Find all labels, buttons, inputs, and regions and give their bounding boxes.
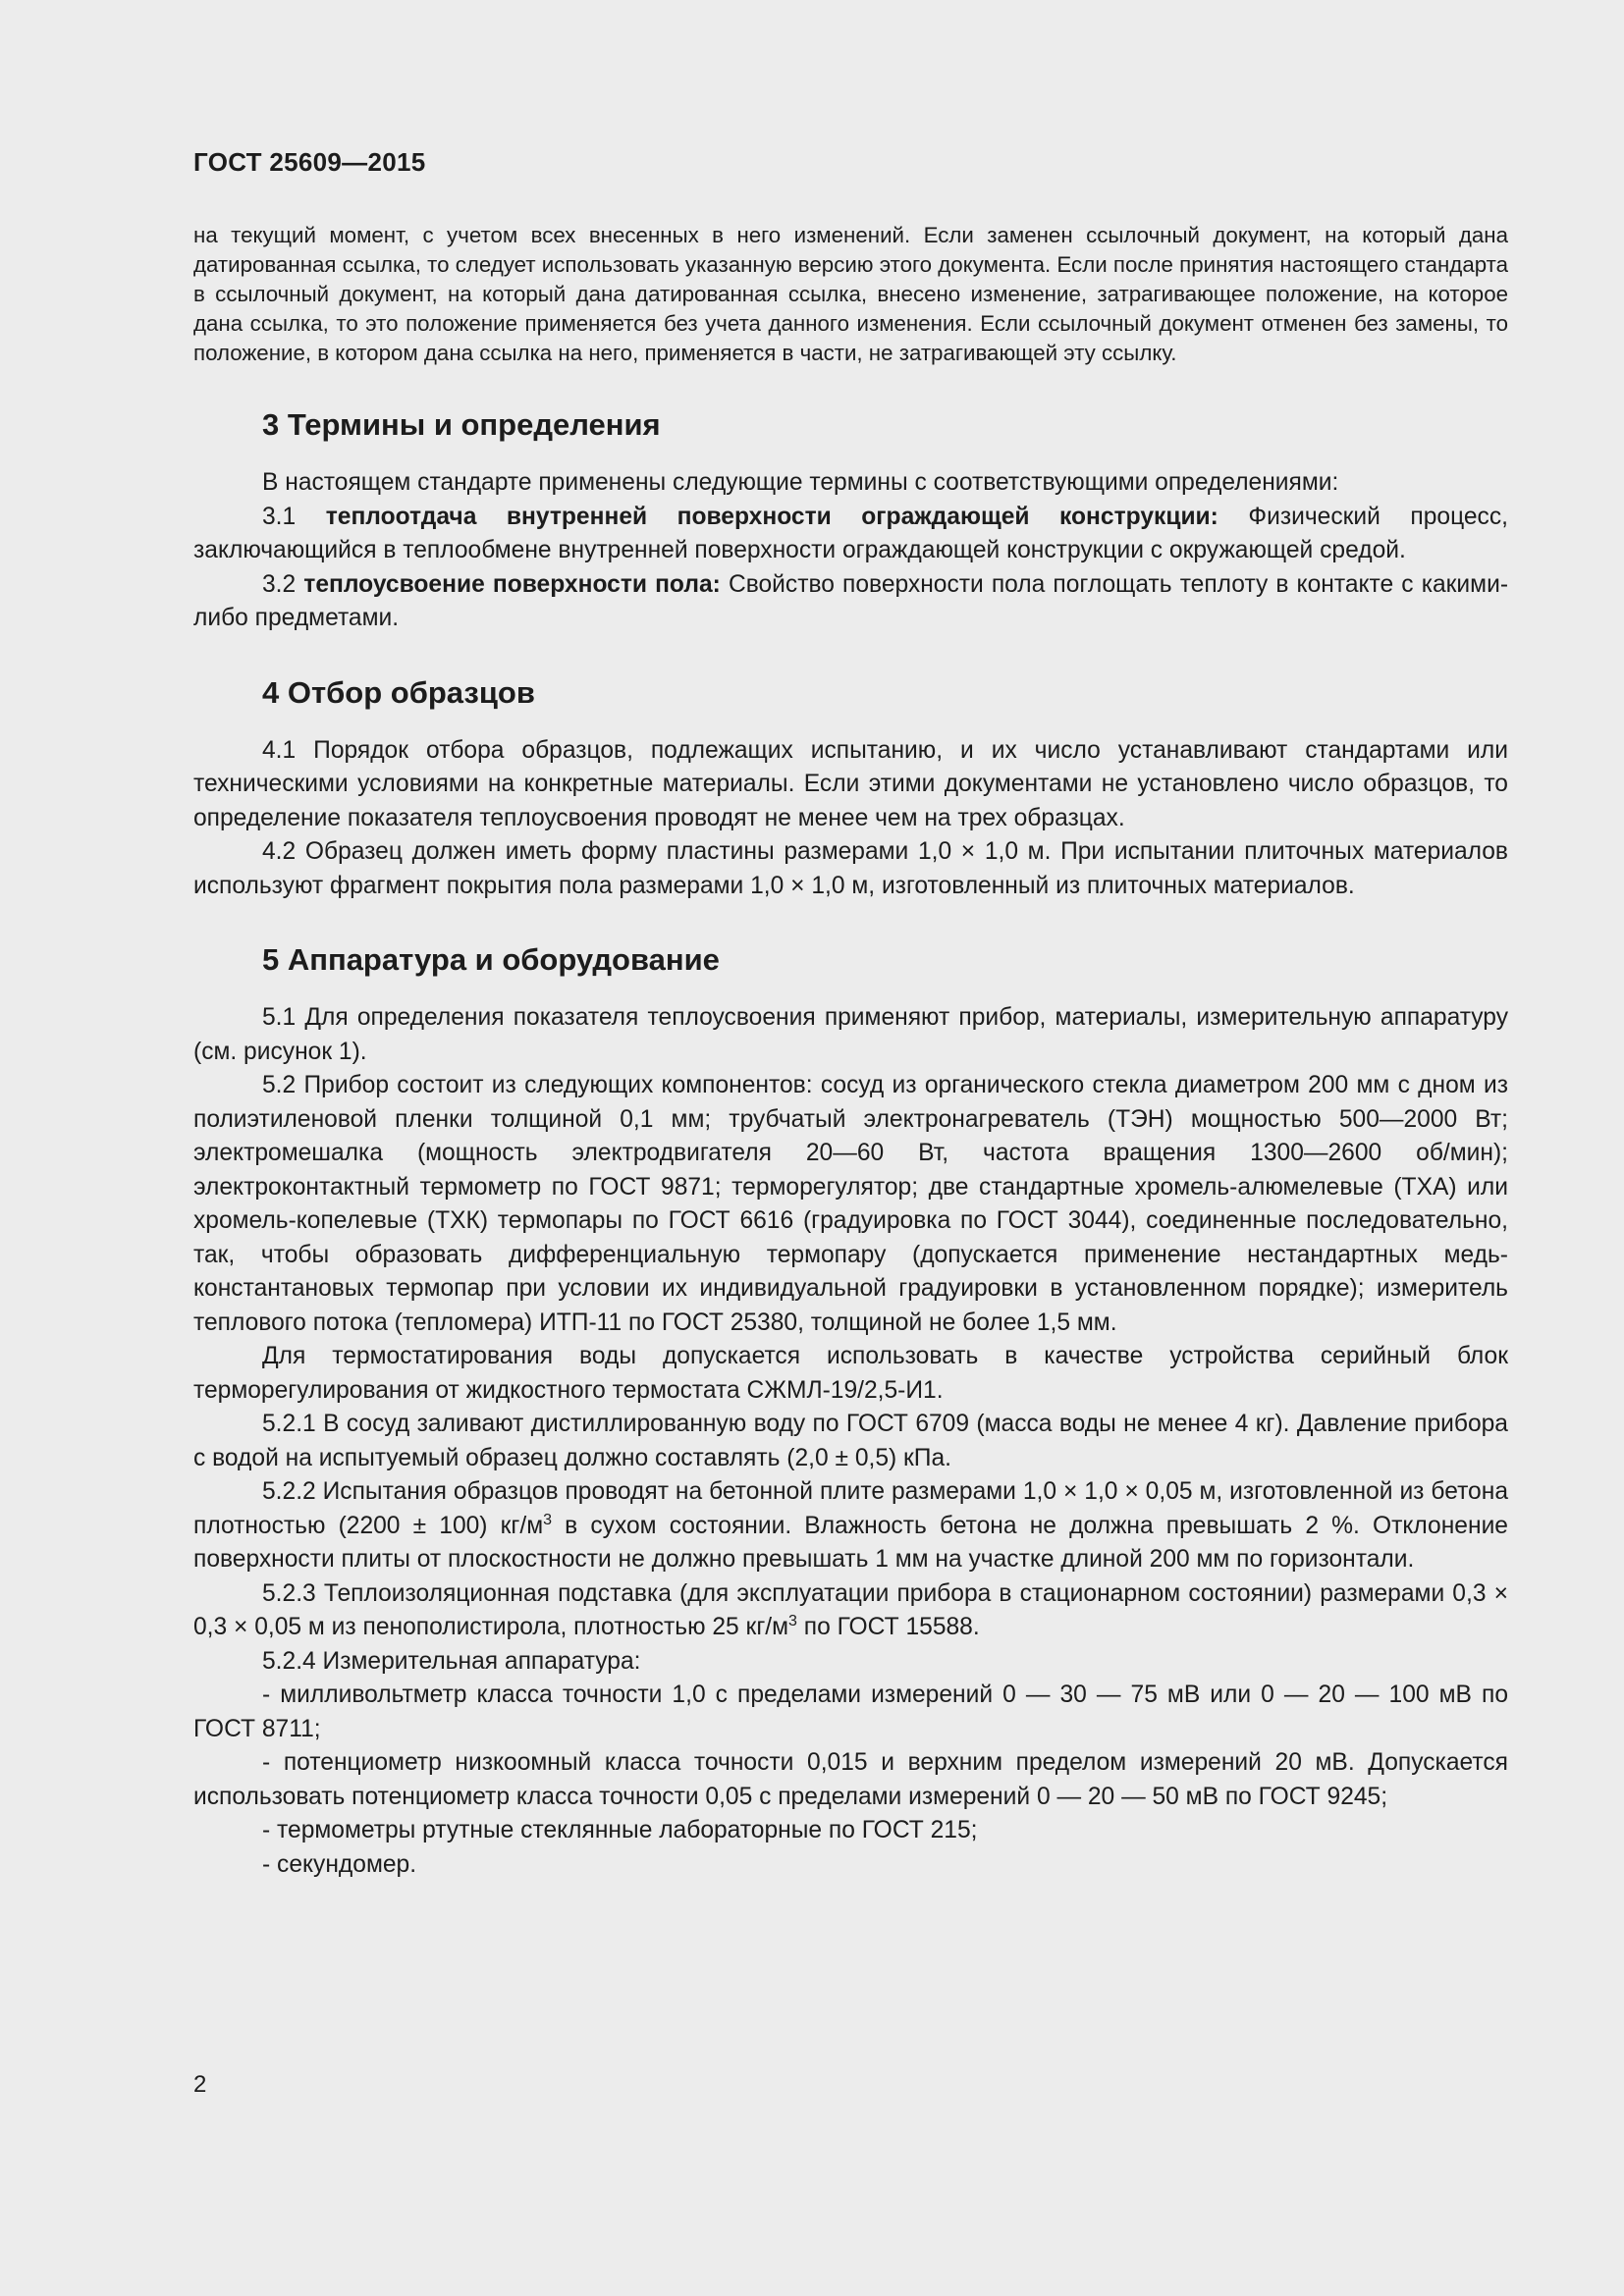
- clause-5-2-3: [193, 1577, 1508, 1645]
- section-3-lead: В настоящем стандарте применены следующие термины с соответствующими определениями:: [262, 469, 1339, 496]
- clause-4-1: 4.1 Порядок отбора образцов, подлежащих испытанию, и их число устанавливают стандартами или техническими условиями на конкретные материалы. Если этими документами не установлено число образцов, то определение показателя теплоусвоения проводят не менее чем на трех образцах.: [193, 736, 1508, 831]
- list-item: - термометры ртутные стеклянные лабораторные по ГОСТ 215;: [262, 1817, 978, 1843]
- clause-5-2-2-text: 5.2.2 Испытания образцов проводят на бетонной плите размерами 1,0 × 1,0 × 0,05 м, изготовленной из бетона плотностью (2200 ± 100) кг/м: [193, 1478, 1508, 1539]
- document-code: ГОСТ 25609—2015: [193, 147, 426, 177]
- page-content: [193, 147, 1508, 1882]
- term-3-2-definition: Свойство поверхности пола поглощать теплоту в контакте с какими-либо предметами.: [193, 570, 1509, 631]
- term-3-2-number: 3.2: [262, 570, 304, 598]
- clause-5-2-4: 5.2.4 Измерительная аппаратура:: [262, 1647, 641, 1675]
- term-3-2-name: теплоусвоение поверхности пола:: [303, 570, 721, 598]
- superscript: 3: [788, 1612, 797, 1629]
- term-3-1-number: 3.1: [262, 503, 326, 530]
- clause-5-2: 5.2 Прибор состоит из следующих компонентов: сосуд из органического стекла диаметром 200 мм с дном из полиэтиленовой пленки толщиной 0,1 мм; трубчатый электронагреватель (ТЭН) мощностью 500—2000 Вт; электромешалка (мощность электродвигателя 20—60 Вт, частота вращения 1300—2600 об/мин); электроконтактный термометр по ГОСТ 9871; терморегулятор; две стандартные хромель-алюмелевые (ТХА) или хромель-копелевые (ТХК) термопары по ГОСТ 6616 (градуировка по ГОСТ 3044), соединенные последовательно, так, чтобы образовать дифференциальную термопару (допускается применение нестандартных медь-константановых термопар при условии их индивидуальной градуировки в установленном порядке); измеритель теплового потока (тепломера) ИТП-11 по ГОСТ 25380, толщиной не более 1,5 мм.: [193, 1072, 1508, 1336]
- clause-5-2-3-text: 5.2.3 Теплоизоляционная подставка (для эксплуатации прибора в стационарном состоянии) размерами 0,3 × 0,3 × 0,05 м из пенополистирола, плотностью 25 кг/м: [193, 1579, 1508, 1640]
- list-item: - потенциометр низкоомный класса точности 0,015 и верхним пределом измерений 20 мВ. Допускается использовать потенциометр класса точности 0,05 с пределами измерений 0 — 20 — 50 мВ по ГОСТ 9245;: [193, 1749, 1508, 1810]
- clause-4-2: 4.2 Образец должен иметь форму пластины размерами 1,0 × 1,0 м. При испытании плиточных материалов используют фрагмент покрытия пола размерами 1,0 × 1,0 м, изготовленный из плиточных материалов.: [193, 838, 1508, 899]
- section-4-title: 4 Отбор образцов: [262, 674, 535, 710]
- clause-5-2-note: Для термостатирования воды допускается использовать в качестве устройства серийный блок терморегулирования от жидкостного термостата СЖМЛ-19/2,5-И1.: [193, 1343, 1508, 1404]
- term-3-2: [193, 568, 1508, 636]
- clause-5-1: 5.1 Для определения показателя теплоусвоения применяют прибор, материалы, измерительную аппаратуру (см. рисунок 1).: [193, 1004, 1508, 1065]
- term-3-1-definition: Физический процесс, заключающийся в теплообмене внутренней поверхности ограждающей конструкции с окружающей средой.: [193, 503, 1508, 563]
- term-3-1: [193, 501, 1508, 568]
- term-3-1-name: теплоотдача внутренней поверхности ограждающей конструкции:: [325, 503, 1218, 530]
- list-item: - секундомер.: [262, 1850, 417, 1878]
- list-item: - милливольтметр класса точности 1,0 с пределами измерений 0 — 30 — 75 мВ или 0 — 20 — 100 мВ по ГОСТ 8711;: [193, 1682, 1508, 1742]
- clause-5-2-2: [193, 1475, 1508, 1577]
- clause-5-2-3-text-end: по ГОСТ 15588.: [796, 1614, 980, 1640]
- clause-5-2-2-text-end: в сухом состоянии. Влажность бетона не должна превышать 2 %. Отклонение поверхности плиты от плоскостности не должно превышать 1 мм на участке длиной 200 мм по горизонтали.: [193, 1512, 1508, 1573]
- page-number: 2: [193, 2071, 207, 2098]
- superscript: 3: [543, 1511, 553, 1528]
- intro-paragraph: на текущий момент, с учетом всех внесенных в него изменений. Если заменен ссылочный документ, на который дана датированная ссылка, то следует использовать указанную версию этого документа. Если после принятия настоящего стандарта в ссылочный документ, на который дана датированная ссылка, внесено изменение, затрагивающее положение, на которое дана ссылка, то это положение применяется без учета данного изменения. Если ссылочный документ отменен без замены, то положение, в котором дана ссылка на него, применяется в части, не затрагивающей эту ссылку.: [193, 223, 1508, 365]
- section-5-title: 5 Аппаратура и оборудование: [262, 942, 720, 977]
- clause-5-2-1: 5.2.1 В сосуд заливают дистиллированную воду по ГОСТ 6709 (масса воды не менее 4 кг). Давление прибора с водой на испытуемый образец должно составлять (2,0 ± 0,5) кПа.: [193, 1411, 1508, 1471]
- section-3-title: 3 Термины и определения: [262, 407, 661, 442]
